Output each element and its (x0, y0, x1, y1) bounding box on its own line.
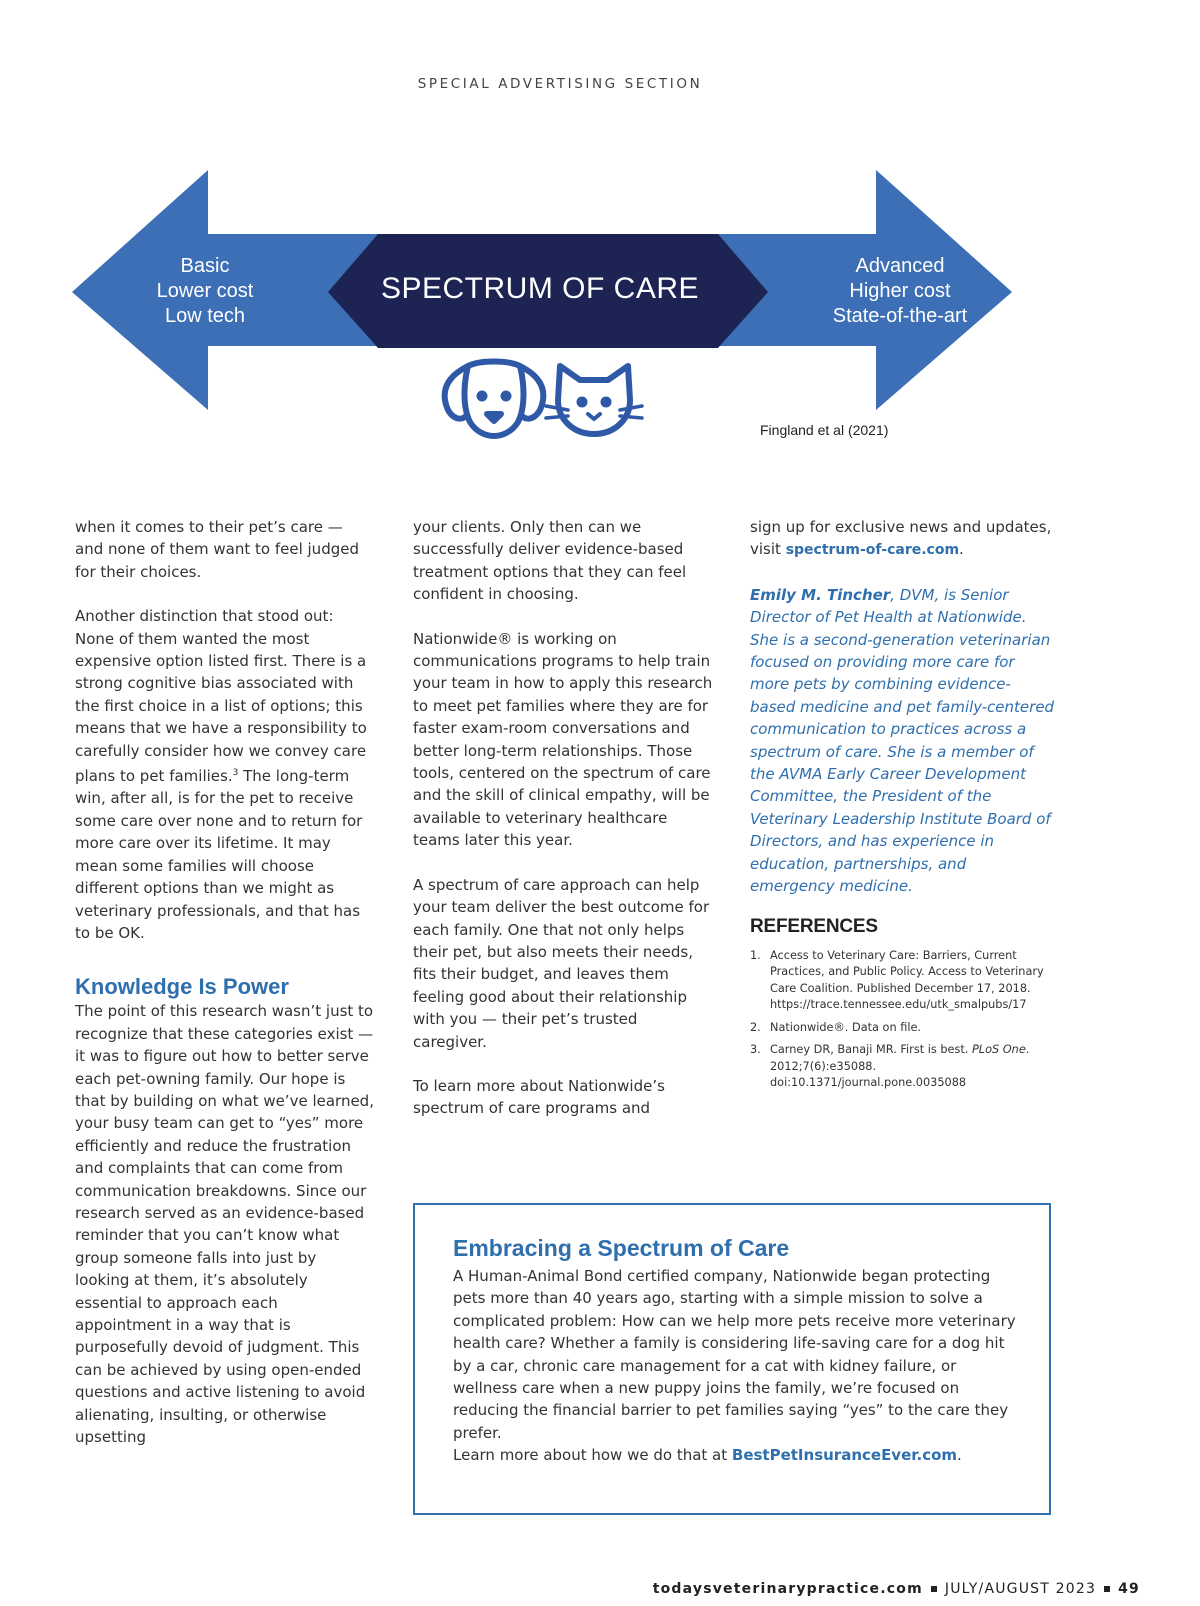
col1-p2-text-a: Another distinction that stood out: None of them wanted the most expensive option listed first. There is a strong cognitive bias associated with the first choice in a list of options; this means that we have a responsibility to carefully consider how we convey care plans to pet families. (75, 607, 367, 786)
left-line-2: Lower cost (156, 280, 254, 302)
callout-body (453, 1265, 1019, 1467)
references-heading: REFERENCES (750, 915, 878, 937)
reference-number: 1. (750, 948, 761, 962)
reference-item (750, 1020, 1055, 1037)
col2-paragraph-1: your clients. Only then can we successfully deliver evidence-based treatment options that they can feel confident in choosing. (413, 518, 687, 604)
reference-text: Nationwide®. Data on file. (770, 1020, 922, 1034)
footer-website[interactable]: todaysveterinarypractice.com (652, 1581, 923, 1597)
col2-paragraph-4: To learn more about Nationwide’s spectrum of care programs and (413, 1076, 665, 1118)
spectrum-of-care-link[interactable]: spectrum-of-care.com (785, 542, 960, 559)
knowledge-is-power-heading: Knowledge Is Power (75, 974, 289, 1000)
reference-item (750, 1042, 1055, 1092)
page-number: 49 (1118, 1581, 1140, 1597)
col2-paragraph-2: Nationwide® is working on communications programs to help train your team in how to apply this research to meet pet families where they are for faster exam-room conversations and better long-term relationships. Those tools, centered on the spectrum of care and the skill of clinical empathy, will be available to veterinary healthcare teams later this year. (413, 629, 713, 850)
col3-p1-end: . (959, 540, 964, 559)
callout-body-text: A Human-Animal Bond certified company, Nationwide began protecting pets more than 40 years ago, starting with a simple mission to solve a complicated problem: How can we help more pets receive more veterinary health care? Whether a family is considering life-saving care for a dog hit by a car, chronic care management for a cat with kidney failure, or wellness care when a new puppy joins the family, we’re focused on reducing the financial barrier to pet families saying “yes” to the care they prefer. (453, 1267, 1016, 1442)
right-line-2: Higher cost (849, 280, 951, 302)
col2-paragraph-3: A spectrum of care approach can help your team deliver the best outcome for each family. One that not only helps their pet, but also meets their needs, fits their budget, and leaves them feeling good about their relationship with you — their pet’s trusted caregiver. (413, 875, 710, 1051)
diagram-citation: Fingland et al (2021) (760, 422, 889, 438)
callout-cta-text: Learn more about how we do that at (453, 1446, 732, 1465)
reference-number: 3. (750, 1043, 761, 1057)
section-header: SPECIAL ADVERTISING SECTION (417, 76, 703, 92)
col3-p1-text: sign up for exclusive news and updates, visit (750, 518, 1052, 559)
diagram-title: SPECTRUM OF CARE (380, 272, 700, 305)
dog-icon (445, 362, 544, 437)
column-3 (750, 516, 1055, 1098)
footer-separator (1104, 1586, 1110, 1592)
reference-text: Access to Veterinary Care: Barriers, Current Practices, and Public Policy. Access to Veterinary Care Coalition. Published December 17, 2018. https://trace.tennessee.edu/utk_smalpubs/17 (770, 948, 1044, 1012)
best-pet-insurance-link[interactable]: BestPetInsuranceEver.com (731, 1446, 958, 1465)
col3-paragraph-1 (750, 516, 1055, 562)
callout-title: Embracing a Spectrum of Care (453, 1235, 790, 1261)
author-name: Emily M. Tincher (750, 585, 891, 604)
embracing-spectrum-callout-box (413, 1203, 1051, 1515)
col1-paragraph-3: The point of this research wasn’t just to recognize that these categories exist — it was to figure out how to better serve each pet-owning family. Our hope is that by building on what we’ve learned, your busy team can get to “yes” more efficiently and reduce the frustration and complaints that can come from communication breakdowns. Since our research served as an evidence-based reminder that you can’t know what group someone falls into just by looking at them, it’s absolutely essential to approach each appointment in a way that is purposefully devoid of judgment. This can be achieved by using open-ended questions and active listening to avoid alienating, insulting, or otherwise upsetting (75, 1002, 374, 1447)
spectrum-of-care-diagram (60, 170, 1050, 470)
cat-icon (546, 366, 642, 434)
right-line-3: State-of-the-art (832, 305, 968, 327)
reference-text: Carney DR, Banaji MR. First is best. (770, 1043, 972, 1057)
left-line-1: Basic (180, 255, 230, 277)
footer-issue: JULY/AUGUST 2023 (944, 1581, 1097, 1597)
col1-paragraph-1: when it comes to their pet’s care — and none of them want to feel judged for their choices. (75, 518, 359, 581)
column-1 (75, 516, 375, 1448)
reference-number: 2. (750, 1020, 761, 1034)
right-line-1: Advanced (855, 255, 945, 277)
references-list (750, 948, 1055, 1092)
column-2 (413, 516, 713, 1120)
left-line-3: Low tech (164, 305, 246, 327)
page-footer (653, 1581, 1140, 1597)
callout-cta-end: . (957, 1446, 962, 1465)
author-bio-text: , DVM, is Senior Director of Pet Health at Nationwide. She is a second-generation veterinarian focused on providing more care for more pets by combining evidence-based medicine and pet family-centered communication to practices across a spectrum of care. She is a member of the AVMA Early Career Development Committee, the President of the Veterinary Leadership Institute Board of Directors, and has experience in education, partnerships, and emergency medicine. (750, 585, 1055, 896)
basic-care-label (130, 254, 280, 329)
author-bio (750, 584, 1055, 898)
reference-text-end: . 2012;7(6):e35088. doi:10.1371/journal.pone.0035088 (770, 1043, 1030, 1090)
footer-separator (931, 1586, 937, 1592)
col1-p2-text-b: The long-term win, after all, is for the pet to receive some care over none and to return for more care over its lifetime. It may mean some families will choose different options than we might as veterinary professionals, and that has to be OK. (75, 767, 363, 942)
footnote-ref-3: 3 (232, 768, 239, 779)
reference-item (750, 948, 1055, 1014)
advanced-care-label (800, 254, 1000, 329)
col1-paragraph-2 (75, 605, 375, 944)
journal-name: PLoS One (971, 1043, 1026, 1057)
